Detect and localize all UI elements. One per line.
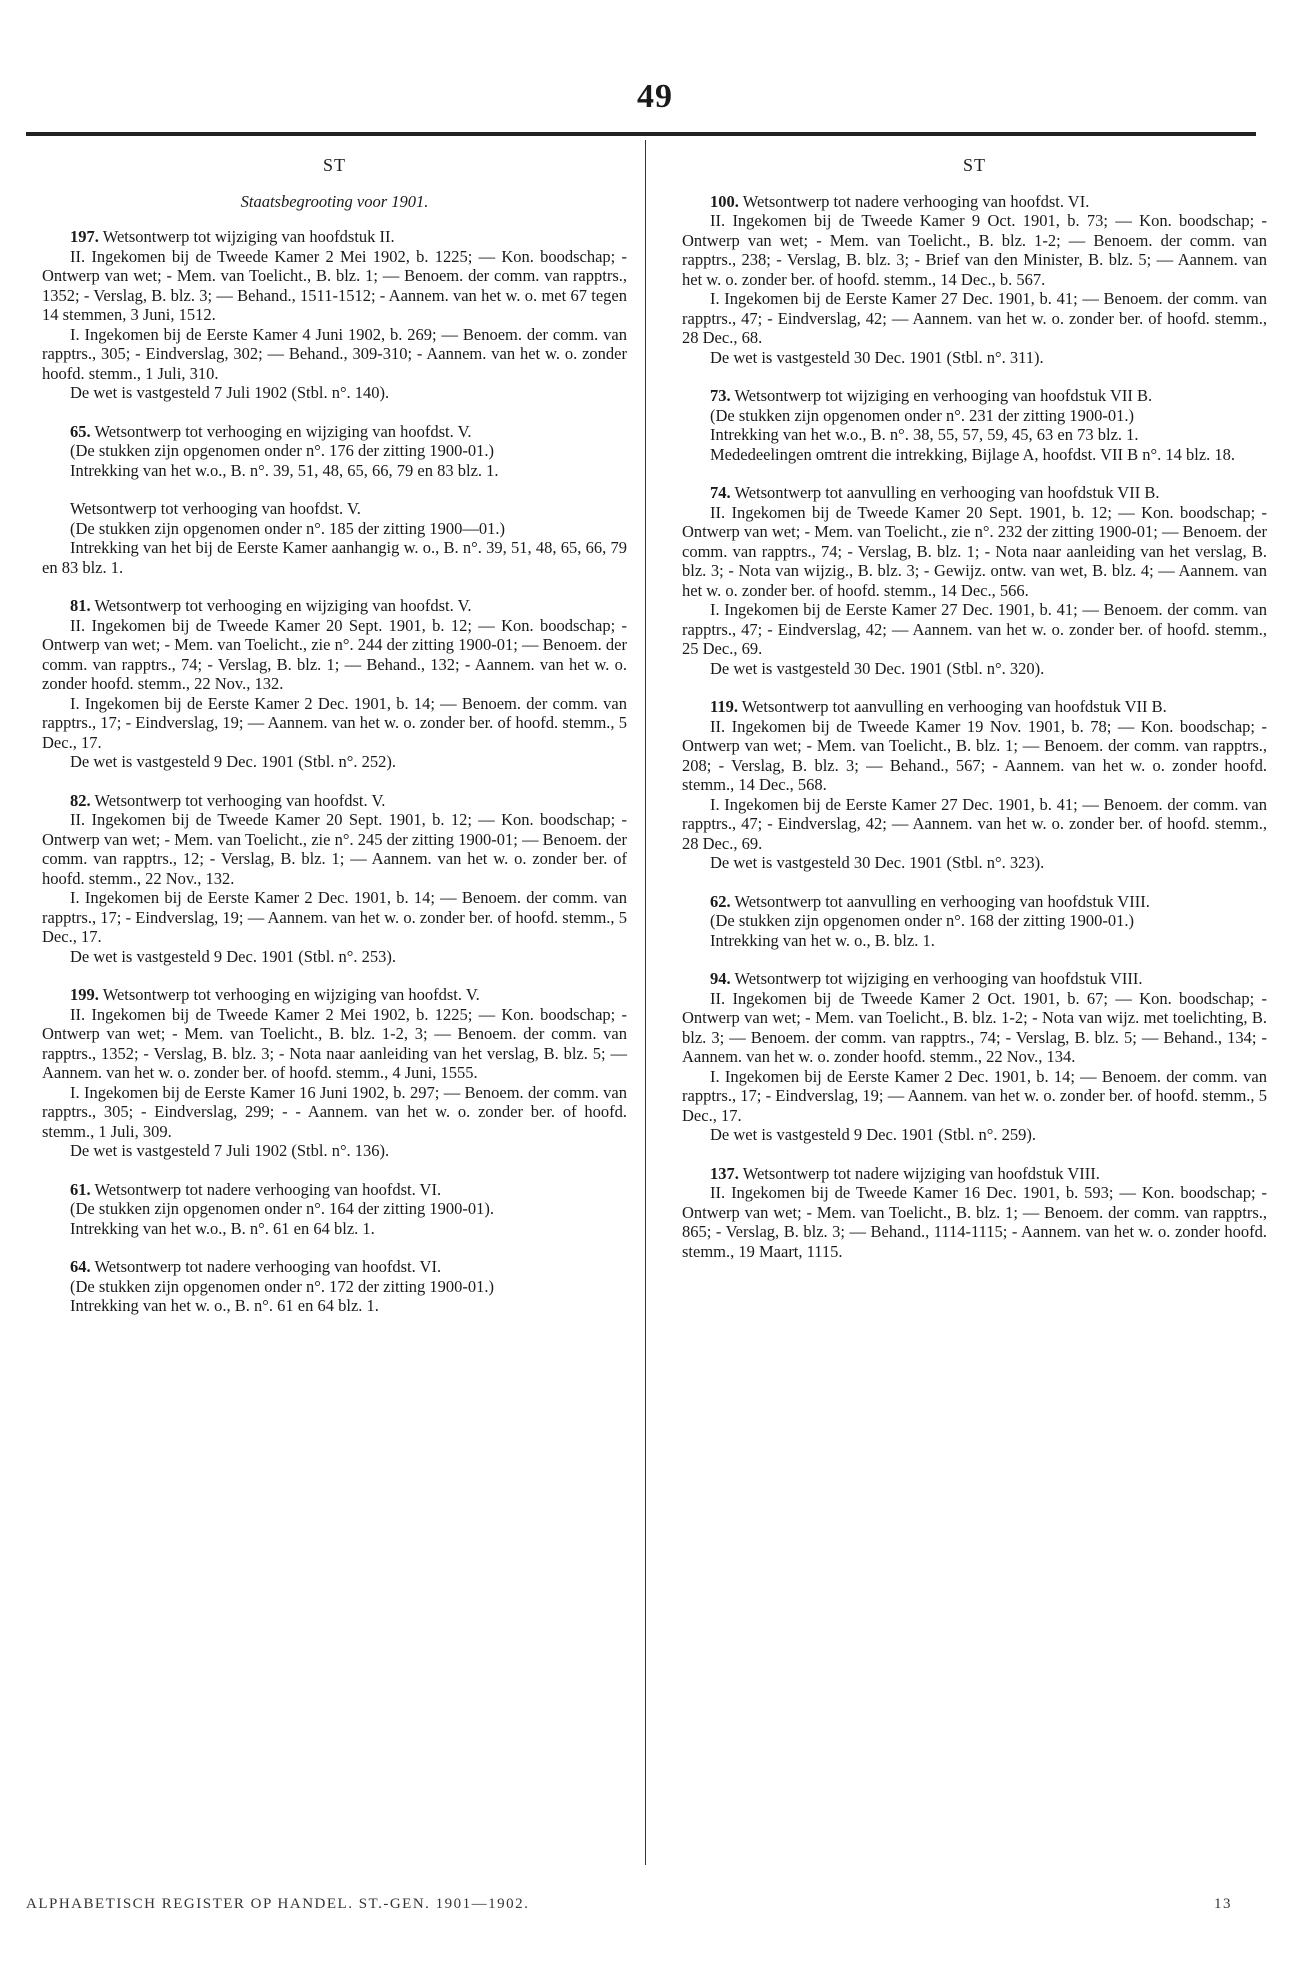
entry-text: Wetsontwerp tot wijziging van hoofdstuk II. — [102, 227, 395, 246]
entry-text: Intrekking van het w. o., B. n°. 61 en 64 blz. 1. — [70, 1296, 379, 1315]
entry-paragraph — [682, 911, 1267, 931]
entry-text: (De stukken zijn opgenomen onder n°. 176 der zitting 1900-01.) — [70, 441, 495, 460]
entry-text: II. Ingekomen bij de Tweede Kamer 2 Oct. 1901, b. 67; — Kon. boodschap; - Ontwerp van wet; - Mem. van Toelicht., B. blz. 1-2; - Nota van wijz. met toelichting, B. blz. 3; — Benoem. der comm. van rapptrs., 74; - Verslag, B. blz. 5; — Behand., 134; - Aannem. van het w. o. zonder hoofd. stemm., 22 Nov., 134. — [682, 988, 1267, 1066]
entry-title — [42, 1180, 627, 1200]
entry-text: Mededeelingen omtrent die intrekking, Bijlage A, hoofdst. VII B n°. 14 blz. 18. — [710, 444, 1236, 464]
entry-title — [42, 227, 627, 247]
entry-text: I. Ingekomen bij de Eerste Kamer 27 Dec. 1901, b. 41; — Benoem. der comm. van rapptrs., 47; - Eindverslag, 42; — Aannem. van het w. o. zonder ber. of hoofd. stemm., 28 Dec., 68. — [682, 289, 1267, 347]
register-entry — [42, 499, 627, 577]
entry-title — [682, 386, 1267, 406]
entry-text: II. Ingekomen bij de Tweede Kamer 2 Mei 1902, b. 1225; — Kon. boodschap; - Ontwerp van wet; - Mem. van Toelicht., B. blz. 1-2, 3; — Benoem. der comm. van rapptrs., 1352; - Verslag, B. blz. 3; - Nota naar aanleiding van het verslag, B. blz. 5; — Aannem. van het w. o. zonder ber. of hoofd. stemm., 4 Juni, 1555. — [42, 1004, 627, 1082]
entry-paragraph — [42, 1219, 627, 1239]
entry-paragraph — [42, 247, 627, 325]
entry-paragraph — [42, 519, 627, 539]
entry-paragraph — [682, 853, 1267, 873]
entry-paragraph — [682, 659, 1267, 679]
entry-text: De wet is vastgesteld 30 Dec. 1901 (Stbl. n°. 320). — [710, 658, 1045, 678]
entry-text: Intrekking van het w.o., B. n°. 39, 51, 48, 65, 66, 79 en 83 blz. 1. — [70, 460, 499, 480]
entry-paragraph — [682, 406, 1267, 426]
entry-text: II. Ingekomen bij de Tweede Kamer 19 Nov. 1901, b. 78; — Kon. boodschap; - Ontwerp van wet; - Mem. van Toelicht., B. blz. 1; — Benoem. der comm. van rapptrs., 208; - Verslag, B. blz. 3; — Behand., 567; - Aannem. van het w. o. zonder hoofd. stemm., 14 Dec., 568. — [682, 716, 1267, 794]
entry-text: Wetsontwerp tot verhooging en wijziging van hoofdst. V. — [94, 421, 472, 441]
entry-text: Wetsontwerp tot aanvulling en verhooging van hoofdstuk VII B. — [734, 483, 1160, 502]
entry-number: 61. — [70, 1179, 91, 1199]
column-divider — [645, 140, 646, 1865]
entry-paragraph — [682, 1067, 1267, 1126]
register-entry — [682, 1164, 1267, 1262]
entry-text: De wet is vastgesteld 9 Dec. 1901 (Stbl. n°. 252). — [70, 752, 397, 771]
entry-paragraph — [42, 616, 627, 694]
entry-text: (De stukken zijn opgenomen onder n°. 168 der zitting 1900-01.) — [710, 911, 1135, 930]
entry-title — [42, 596, 627, 616]
register-entry — [682, 969, 1267, 1145]
register-entry — [42, 596, 627, 772]
entry-text: II. Ingekomen bij de Tweede Kamer 9 Oct. 1901, b. 73; — Kon. boodschap; - Ontwerp van wet; - Mem. van Toelicht., B. blz. 1-2; — Benoem. der comm. van rapptrs., 238; - Verslag, B. blz. 3; - Brief van den Minister, B. blz. 5; — Aannem. van het w. o. zonder ber. of hoofd. stemm., 14 Dec., b. 567. — [682, 211, 1267, 289]
entry-number: 197. — [70, 227, 99, 246]
entry-text: De wet is vastgesteld 7 Juli 1902 (Stbl. n°. 136). — [70, 1141, 390, 1160]
entry-title — [682, 969, 1267, 989]
entry-text: Intrekking van het bij de Eerste Kamer aanhangig w. o., B. n°. 39, 51, 48, 65, 66, 79 en 83 blz. 1. — [42, 538, 627, 577]
left-column-subheading: Staatsbegrooting voor 1901. — [240, 191, 429, 211]
register-entry — [42, 791, 627, 967]
entry-number: 64. — [70, 1257, 91, 1276]
entry-paragraph — [682, 931, 1267, 951]
entry-text: Wetsontwerp tot nadere verhooging van hoofdst. VI. — [94, 1257, 442, 1276]
entry-number: 137. — [710, 1163, 739, 1183]
entry-number: 62. — [710, 891, 731, 911]
register-entry — [42, 1180, 627, 1239]
entry-text: I. Ingekomen bij de Eerste Kamer 16 Juni 1902, b. 297; — Benoem. der comm. van rapptrs., 305; - Eindverslag, 299; - - Aannem. van het w. o. zonder ber. of hoofd. stemm., 1 Juli, 309. — [42, 1082, 627, 1141]
entry-title — [682, 892, 1267, 912]
entry-paragraph — [42, 383, 627, 403]
left-column — [42, 156, 627, 1335]
entry-paragraph — [42, 325, 627, 384]
entry-text: Intrekking van het w.o., B. n°. 61 en 64 blz. 1. — [70, 1218, 375, 1238]
entry-paragraph — [682, 1125, 1267, 1145]
entry-text: (De stukken zijn opgenomen onder n°. 231 der zitting 1900-01.) — [710, 405, 1135, 425]
entry-number: 100. — [710, 191, 739, 211]
entry-number: 65. — [70, 421, 91, 441]
entry-title — [42, 422, 627, 442]
entry-paragraph — [682, 289, 1267, 348]
entry-paragraph — [42, 461, 627, 481]
entry-text: I. Ingekomen bij de Eerste Kamer 2 Dec. 1901, b. 14; — Benoem. der comm. van rapptrs., 17; - Eindverslag, 19; — Aannem. van het w. o. zonder ber. of hoofd. stemm., 5 Dec., 17. — [42, 693, 627, 752]
entry-title — [682, 192, 1267, 212]
entry-paragraph — [42, 1296, 627, 1316]
entry-paragraph — [42, 694, 627, 753]
footer-sheet-number: 13 — [1214, 1896, 1232, 1912]
entry-number: 119. — [710, 697, 738, 716]
entry-paragraph — [682, 425, 1267, 445]
entry-paragraph — [682, 348, 1267, 368]
entry-title — [42, 1257, 627, 1277]
entry-paragraph — [42, 947, 627, 967]
entry-text: II. Ingekomen bij de Tweede Kamer 20 Sept. 1901, b. 12; — Kon. boodschap; - Ontwerp van wet; - Mem. van Toelicht., zie n°. 245 der zitting 1900-01; — Benoem. der comm. van rapptrs., 12; - Verslag, B. blz. 1; — Aannem. van het w. o. zonder ber. of hoofd. stemm., 22 Nov., 132. — [42, 810, 627, 888]
register-entry — [682, 386, 1267, 464]
entry-text: Wetsontwerp tot aanvulling en verhooging van hoofdstuk VIII. — [734, 891, 1150, 911]
entry-text: Wetsontwerp tot verhooging van hoofdst. V. — [94, 790, 386, 810]
entry-text: Wetsontwerp tot wijziging en verhooging van hoofdstuk VIII. — [734, 969, 1143, 988]
entry-title — [42, 791, 627, 811]
register-entry — [682, 192, 1267, 368]
entry-text: De wet is vastgesteld 9 Dec. 1901 (Stbl. n°. 253). — [70, 946, 397, 966]
register-entry — [42, 227, 627, 403]
entry-text: I. Ingekomen bij de Eerste Kamer 2 Dec. 1901, b. 14; — Benoem. der comm. van rapptrs., 17; - Eindverslag, 19; — Aannem. van het w. o. zonder ber. of hoofd. stemm., 5 Dec., 17. — [682, 1066, 1267, 1125]
register-entry — [42, 422, 627, 481]
entry-text: II. Ingekomen bij de Tweede Kamer 20 Sept. 1901, b. 12; — Kon. boodschap; - Ontwerp van wet; - Mem. van Toelicht., zie n°. 244 der zitting 1900-01; — Benoem. der comm. van rapptrs., 74; - Verslag, B. blz. 1; — Behand., 132; - Aannem. van het w. o. zonder hoofd. stemm., 22 Nov., 132. — [42, 615, 627, 693]
register-entry — [682, 483, 1267, 678]
entry-text: II. Ingekomen bij de Tweede Kamer 16 Dec. 1901, b. 593; — Kon. boodschap; - Ontwerp van wet; - Mem. van Toelicht., B. blz. 1; — Benoem. der comm. van rapptrs., 865; - Verslag, B. blz. 3; — Behand., 1114-1115; - Aannem. van het w. o. zonder hoofd. stemm., 19 Maart, 1115. — [682, 1183, 1267, 1261]
entry-paragraph — [42, 810, 627, 888]
footer-register-title: ALPHABETISCH REGISTER OP HANDEL. ST.-GEN. 1901—1902. — [26, 1896, 530, 1912]
entry-text: Wetsontwerp tot nadere verhooging van hoofdst. VI. — [94, 1179, 442, 1199]
entry-text: I. Ingekomen bij de Eerste Kamer 27 Dec. 1901, b. 41; — Benoem. der comm. van rapptrs., 47; - Eindverslag, 42; — Aannem. van het w. o. zonder ber. of hoofd. stemm., 25 Dec., 69. — [682, 600, 1267, 658]
entry-text: Wetsontwerp tot nadere wijziging van hoofdstuk VIII. — [742, 1163, 1100, 1183]
entry-paragraph — [42, 1277, 627, 1297]
entry-text: (De stukken zijn opgenomen onder n°. 172 der zitting 1900-01.) — [70, 1276, 495, 1296]
entry-number: 74. — [710, 483, 731, 502]
entry-title — [682, 483, 1267, 503]
entry-text: II. Ingekomen bij de Tweede Kamer 20 Sept. 1901, b. 12; — Kon. boodschap; - Ontwerp van wet; - Mem. van Toelicht., zie n°. 232 der zitting 1900-01; — Benoem. der comm. van rapptrs., 74; - Verslag, B. blz. 1; - Nota naar aanleiding van het verslag, B. blz. 3; - Nota van wijzig., B. blz. 3; - Gewijz. ontw. van wet, B. blz. 4; — Aannem. van het w. o. zonder ber. of hoofd. stemm., 14 Dec., 566. — [682, 502, 1267, 600]
entry-paragraph — [42, 1005, 627, 1083]
entry-paragraph — [42, 888, 627, 947]
entry-text: De wet is vastgesteld 9 Dec. 1901 (Stbl. n°. 259). — [710, 1125, 1037, 1144]
right-column — [682, 156, 1267, 1280]
entry-text: Wetsontwerp tot verhooging van hoofdst. V. — [70, 499, 361, 518]
entry-text: Wetsontwerp tot aanvulling en verhooging van hoofdstuk VII B. — [741, 697, 1167, 716]
register-entry — [682, 697, 1267, 873]
entry-paragraph — [42, 441, 627, 461]
page-number: 49 — [637, 78, 673, 115]
entry-paragraph — [42, 538, 627, 577]
entry-text: Wetsontwerp tot verhooging en wijziging van hoofdst. V. — [102, 985, 480, 1004]
entry-text: Intrekking van het w.o., B. n°. 38, 55, 57, 59, 45, 63 en 73 blz. 1. — [710, 425, 1139, 444]
entry-text: I. Ingekomen bij de Eerste Kamer 27 Dec. 1901, b. 41; — Benoem. der comm. van rapptrs., 47; - Eindverslag, 42; — Aannem. van het w. o. zonder ber. of hoofd. stemm., 28 Dec., 69. — [682, 794, 1267, 853]
entry-text: I. Ingekomen bij de Eerste Kamer 4 Juni 1902, b. 269; — Benoem. der comm. van rapptrs., 305; - Eindverslag, 302; — Behand., 309-310; - Aannem. van het w. o. zonder hoofd. stemm., 1 Juli, 310. — [42, 324, 627, 383]
entry-paragraph — [42, 1199, 627, 1219]
entry-text: Wetsontwerp tot wijziging en verhooging van hoofdstuk VII B. — [734, 386, 1153, 405]
register-entry — [42, 985, 627, 1161]
entry-text: De wet is vastgesteld 30 Dec. 1901 (Stbl. n°. 323). — [710, 853, 1045, 872]
header-rule — [26, 132, 1256, 136]
entry-paragraph — [682, 211, 1267, 289]
entry-number: 82. — [70, 790, 91, 810]
register-entry — [42, 1257, 627, 1316]
register-entry — [682, 892, 1267, 951]
entry-paragraph — [682, 1183, 1267, 1261]
entry-paragraph — [682, 717, 1267, 795]
entry-paragraph — [42, 1141, 627, 1161]
entry-title — [682, 1164, 1267, 1184]
entry-paragraph — [682, 989, 1267, 1067]
left-column-heading: ST — [322, 155, 346, 175]
entry-number: 73. — [710, 386, 731, 405]
right-column-heading: ST — [962, 155, 986, 175]
entry-text: (De stukken zijn opgenomen onder n°. 164 der zitting 1900-01). — [70, 1199, 495, 1218]
entry-text: De wet is vastgesteld 7 Juli 1902 (Stbl. n°. 140). — [70, 383, 390, 402]
entry-text: II. Ingekomen bij de Tweede Kamer 2 Mei 1902, b. 1225; — Kon. boodschap; - Ontwerp van wet; - Mem. van Toelicht., B. blz. 1; — Benoem. der comm. van rapptrs., 1352; - Verslag, B. blz. 3; — Behand., 1511-1512; - Aannem. van het w. o. met 67 tegen 14 stemmen, 3 Juni, 1512. — [42, 246, 627, 324]
entry-text: Intrekking van het w. o., B. blz. 1. — [710, 930, 935, 950]
entry-paragraph — [682, 445, 1267, 465]
entry-paragraph — [42, 752, 627, 772]
entry-title — [682, 697, 1267, 717]
entry-number: 81. — [70, 596, 91, 615]
entry-number: 199. — [70, 985, 99, 1004]
entry-paragraph — [682, 600, 1267, 659]
entry-text: I. Ingekomen bij de Eerste Kamer 2 Dec. 1901, b. 14; — Benoem. der comm. van rapptrs., 17; - Eindverslag, 19; — Aannem. van het w. o. zonder ber. of hoofd. stemm., 5 Dec., 17. — [42, 888, 627, 946]
entry-text: Wetsontwerp tot verhooging en wijziging van hoofdst. V. — [94, 596, 472, 615]
entry-paragraph — [682, 795, 1267, 854]
entry-text: (De stukken zijn opgenomen onder n°. 185 der zitting 1900—01.) — [70, 518, 506, 538]
entry-number: 94. — [710, 969, 731, 988]
entry-text: De wet is vastgesteld 30 Dec. 1901 (Stbl. n°. 311). — [710, 347, 1044, 367]
entry-title — [42, 499, 627, 519]
entry-title — [42, 985, 627, 1005]
entry-text: Wetsontwerp tot nadere verhooging van hoofdst. VI. — [742, 191, 1090, 211]
entry-paragraph — [682, 503, 1267, 601]
entry-paragraph — [42, 1083, 627, 1142]
